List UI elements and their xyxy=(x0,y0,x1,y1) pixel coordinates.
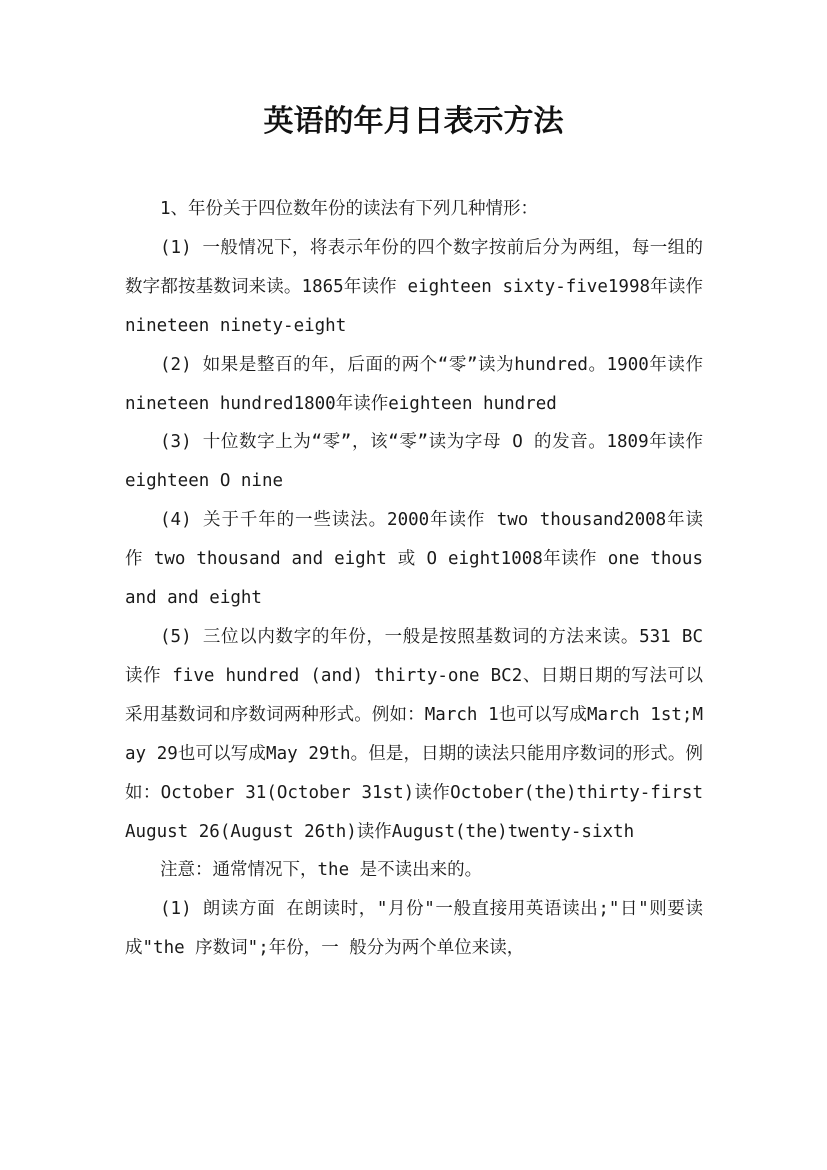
paragraph-year-rule-5-and-dates: (5) 三位以内数字的年份，一般是按照基数词的方法来读。531 BC 读作 five hundred (and) thirty-one BC2、日期日期的写法可以采用基数词和序数词两种形式。例如：March 1也可以写成March 1st;May 29也可以写成May 29th。但是，日期的读法只能用序数词的形式。例如：October 31(October 31st)读作October(the)thirty-firstAugust 26(August 26th)读作August(the)twenty-sixth xyxy=(125,626,703,842)
paragraph-year-rule-3: (3) 十位数字上为“零”，该“零”读为字母 O 的发音。1809年读作 eighteen O nine xyxy=(125,432,703,492)
paragraph-note: 注意：通常情况下，the 是不读出来的。 xyxy=(160,860,483,881)
document-title: 英语的年月日表示方法 xyxy=(263,104,564,139)
paragraph-year-rule-4: (4) 关于千年的一些读法。2000年读作 two thousand2008年读作 two thousand and eight 或 O eight1008年读作 one thousand and eight xyxy=(125,510,703,609)
paragraph-year-rule-1: (1) 一般情况下，将表示年份的四个数字按前后分为两组，每一组的数字都按基数词来读。1865年读作 eighteen sixty-five1998年读作 nineteen ninety-eight xyxy=(125,237,703,336)
paragraph-year-rule-2: (2) 如果是整百的年，后面的两个“零”读为hundred。1900年读作 nineteen hundred1800年读作eighteen hundred xyxy=(125,354,703,414)
paragraph-year-intro: 1、年份关于四位数年份的读法有下列几种情形： xyxy=(160,199,539,219)
paragraph-reading-rule-1: (1) 朗读方面 在朗读时，"月份"一般直接用英语读出;"日"则要读成"the 序数词";年份，一 般分为两个单位来读， xyxy=(125,899,703,959)
document-body xyxy=(125,190,703,968)
